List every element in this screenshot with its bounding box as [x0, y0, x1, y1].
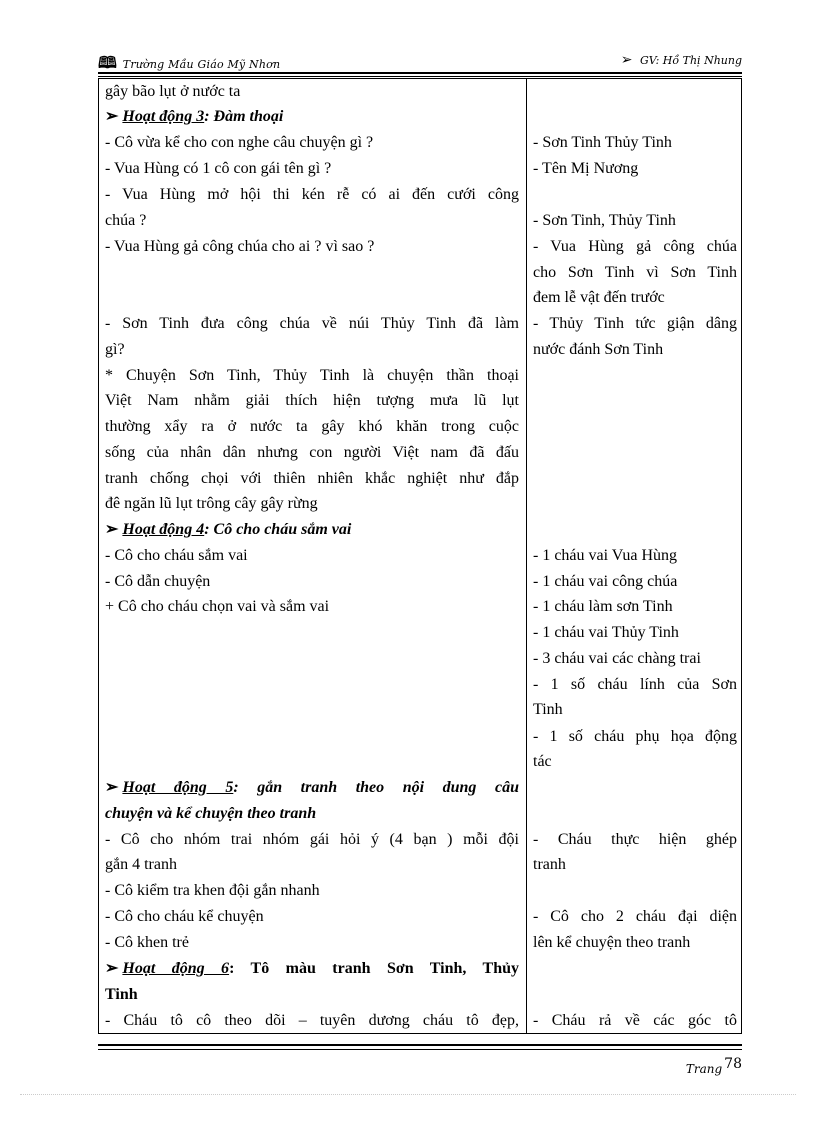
left-line: Việt Nam nhằm giải thích hiện tượng mưa lũ lụt [105, 392, 519, 409]
left-line: - Cô vừa kể cho con nghe câu chuyện gì ? [105, 134, 374, 151]
left-line: - Cô khen trẻ [105, 934, 189, 951]
page-header [98, 50, 742, 76]
right-line: - 1 cháu vai công chúa [533, 573, 678, 590]
arrow-bullet-icon: ➢ [620, 52, 633, 68]
left-line: - Cô kiểm tra khen đội gắn nhanh [105, 882, 320, 899]
activity-label: Hoạt động 4 [122, 521, 205, 538]
header-rule-thin [98, 76, 742, 77]
left-line: sống của nhân dân nhưng con người Việt nam đã đấu [105, 444, 519, 461]
left-line: chúa ? [105, 212, 147, 229]
right-line: - 3 cháu vai các chàng trai [533, 650, 701, 667]
page-label: Trang [685, 1062, 723, 1076]
right-line: - Vua Hùng gả công chúa [533, 238, 737, 255]
page-number [686, 1056, 742, 1076]
left-line: gắn 4 tranh [105, 856, 177, 873]
footer-rule-thin [98, 1049, 742, 1050]
right-line: - Thủy Tinh tức giận dâng [533, 315, 737, 332]
right-line: - 1 cháu vai Thủy Tinh [533, 624, 679, 641]
activity-5-heading-cont: chuyện và kể chuyện theo tranh [105, 805, 317, 822]
right-line: - 1 cháu làm sơn Tinh [533, 598, 673, 615]
activity-label: Hoạt động 3 [122, 108, 205, 125]
arrow-bullet-icon: ➢ [105, 960, 119, 977]
left-line: * Chuyện Sơn Tinh, Thủy Tinh là chuyện thần thoại [105, 367, 519, 384]
right-line: - Sơn Tinh Thủy Tinh [533, 134, 672, 151]
page-number-value: 78 [724, 1056, 742, 1072]
left-line: - Cháu tô cô theo dõi – tuyên dương cháu tô đẹp, [105, 1012, 519, 1029]
right-line: - 1 số cháu phụ họa động [533, 728, 737, 745]
right-line: - 1 cháu vai Vua Hùng [533, 547, 678, 564]
left-line: - Vua Hùng mở hội thi kén rễ có ai đến cưới công [105, 186, 519, 203]
left-line: tranh chống chọi với thiên nhiên khắc nghiệt như đắp [105, 470, 519, 487]
left-line: - Vua Hùng có 1 cô con gái tên gì ? [105, 160, 332, 177]
activity-label: Hoạt động 5 [122, 779, 234, 796]
activity-3-heading [105, 104, 519, 130]
right-line: đem lễ vật đến trước [533, 289, 665, 306]
left-line: gì? [105, 341, 125, 358]
book-icon: 🕮 [98, 53, 118, 72]
left-line: - Cô cho nhóm trai nhóm gái hỏi ý (4 bạn ) mỗi đội [105, 831, 519, 848]
header-rule-thick [98, 72, 742, 74]
right-line: - Tên Mị Nương [533, 160, 639, 177]
left-line: - Cô cho cháu kể chuyện [105, 908, 264, 925]
header-school [98, 52, 280, 79]
left-line: đê ngăn lũ lụt trông cây gây rừng [105, 495, 318, 512]
arrow-bullet-icon: ➢ [105, 779, 119, 796]
right-line: - Cháu rả về các góc tô [533, 1012, 737, 1029]
right-line: - Sơn Tinh, Thủy Tinh [533, 212, 676, 229]
right-line: tranh [533, 856, 566, 873]
left-line: - Cô dẫn chuyện [105, 573, 211, 590]
header-teacher [621, 52, 742, 68]
right-line: cho Sơn Tinh vì Sơn Tinh [533, 264, 737, 281]
right-line: tác [533, 753, 552, 770]
right-line: lên kể chuyện theo tranh [533, 934, 691, 951]
right-line: - Cháu thực hiện ghép [533, 831, 737, 848]
activity-title: : Cô cho cháu sắm vai [204, 521, 352, 538]
header-school-name: Trường Mầu Giáo Mỹ Nhơn [122, 58, 281, 71]
arrow-bullet-icon: ➢ [105, 108, 119, 125]
activity-5-heading [105, 775, 519, 801]
activity-title: : Tô màu tranh Sơn Tinh, Thủy [229, 960, 519, 977]
right-line: - Cô cho 2 cháu đại diện [533, 908, 737, 925]
activity-title: : gắn tranh theo nội dung câu [233, 779, 519, 796]
column-divider [526, 79, 527, 1033]
left-line: - Vua Hùng gả công chúa cho ai ? vì sao ? [105, 238, 375, 255]
activity-4-heading [105, 517, 519, 543]
right-line: Tinh [533, 701, 563, 718]
page-edge [20, 1094, 796, 1095]
left-line: Tinh [105, 986, 138, 1003]
left-line: - Sơn Tinh đưa công chúa về núi Thủy Tinh đã làm [105, 315, 519, 332]
arrow-bullet-icon: ➢ [105, 521, 119, 538]
footer-rule-thick [98, 1044, 742, 1046]
activity-label: Hoạt động 6 [122, 960, 230, 977]
activity-6-heading [105, 956, 519, 982]
right-line: - 1 số cháu lính của Sơn [533, 676, 737, 693]
activity-title: : Đàm thoại [204, 108, 284, 125]
left-line: - Cô cho cháu sắm vai [105, 547, 248, 564]
right-line: nước đánh Sơn Tinh [533, 341, 664, 358]
lesson-table [98, 78, 742, 1034]
left-line: gây bão lụt ở nước ta [105, 83, 241, 100]
left-line: thường xẩy ra ở nước ta gây khó khăn trong cuộc [105, 418, 519, 435]
left-line: + Cô cho cháu chọn vai và sắm vai [105, 598, 330, 615]
header-teacher-name: GV: Hồ Thị Nhung [639, 54, 742, 67]
